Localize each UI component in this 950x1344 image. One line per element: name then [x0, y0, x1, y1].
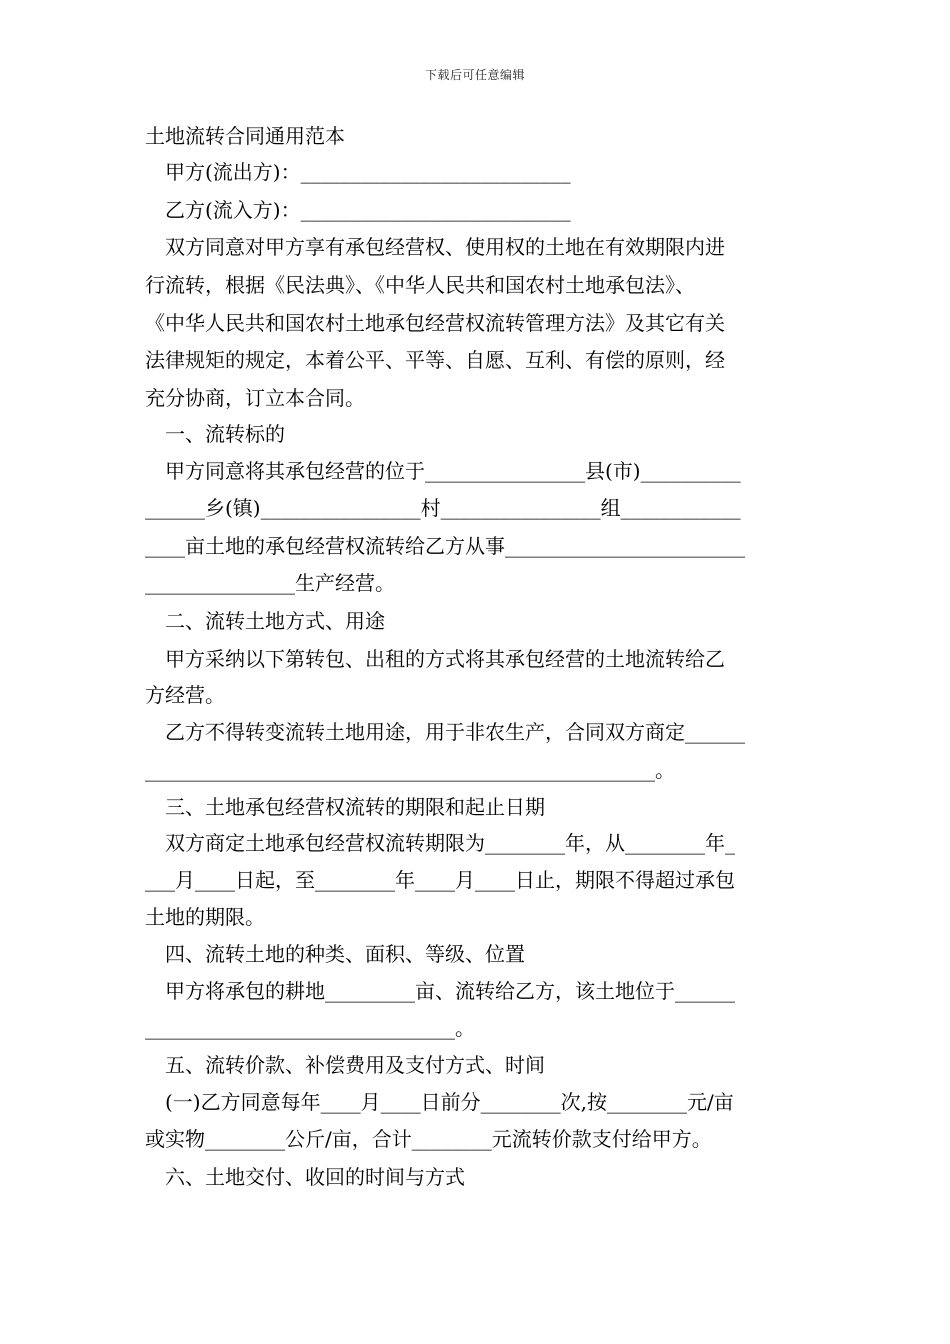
section-1-line-4: _______________生产经营。 — [145, 571, 395, 595]
preamble-line-5: 充分协商，订立本合同。 — [145, 386, 365, 410]
party-a-line: 甲方(流出方)：___________________________ — [165, 160, 571, 184]
preamble-line-3: 《中华人民共和国农村土地承包经营权流转管理方法》及其它有关 — [145, 311, 725, 335]
section-3-line-1: 双方商定土地承包经营权流转期限为________年，从________年_ — [165, 831, 735, 855]
section-1-line-1: 甲方同意将其承包经营的位于________________县(市)__________ — [165, 459, 741, 483]
party-b-line: 乙方(流入方)：___________________________ — [165, 198, 571, 222]
section-4-heading: 四、流转土地的种类、面积、等级、位置 — [165, 942, 525, 966]
section-3-heading: 三、土地承包经营权流转的期限和起止日期 — [165, 795, 545, 819]
section-2-line-2: 方经营。 — [145, 683, 225, 707]
section-2-line-1: 甲方采纳以下第转包、出租的方式将其承包经营的土地流转给乙 — [165, 647, 725, 671]
page-header-note: 下载后可任意编辑 — [424, 68, 525, 82]
section-1-heading: 一、流转标的 — [165, 422, 285, 446]
section-1-line-2: ______乡(镇)________________村________________组____________ — [145, 496, 741, 520]
section-3-line-3: 土地的期限。 — [145, 905, 265, 929]
section-4-line-2: _______________________________。 — [145, 1016, 475, 1040]
section-2-heading: 二、流转土地方式、用途 — [165, 609, 385, 633]
section-5-line-2: 或实物________公斤/亩，合计________元流转价款支付给甲方。 — [145, 1127, 712, 1151]
section-2-line-4: ___________________________________________________。 — [145, 758, 675, 782]
preamble-line-2: 行流转，根据《民法典》、《中华人民共和国农村土地承包法》、 — [145, 273, 695, 297]
section-6-heading: 六、土地交付、收回的时间与方式 — [165, 1165, 465, 1189]
preamble-line-4: 法律规矩的规定，本着公平、平等、自愿、互利、有偿的原则，经 — [145, 348, 725, 372]
section-4-line-1: 甲方将承包的耕地_________亩、流转给乙方，该土地位于______ — [165, 979, 735, 1003]
section-3-line-2: ___月____日起，至________年____月____日止，期限不得超过承包 — [145, 868, 735, 892]
contract-title: 土地流转合同通用范本 — [145, 124, 345, 148]
section-2-line-3: 乙方不得转变流转土地用途，用于非农生产，合同双方商定______ — [165, 720, 745, 744]
preamble-line-1: 双方同意对甲方享有承包经营权、使用权的土地在有效期限内进 — [165, 235, 725, 259]
section-1-line-3: ____亩土地的承包经营权流转给乙方从事________________________ — [145, 534, 745, 558]
section-5-line-1: (一)乙方同意每年____月____日前分________次,按________元/亩 — [165, 1090, 734, 1114]
section-5-heading: 五、流转价款、补偿费用及支付方式、时间 — [165, 1053, 545, 1077]
